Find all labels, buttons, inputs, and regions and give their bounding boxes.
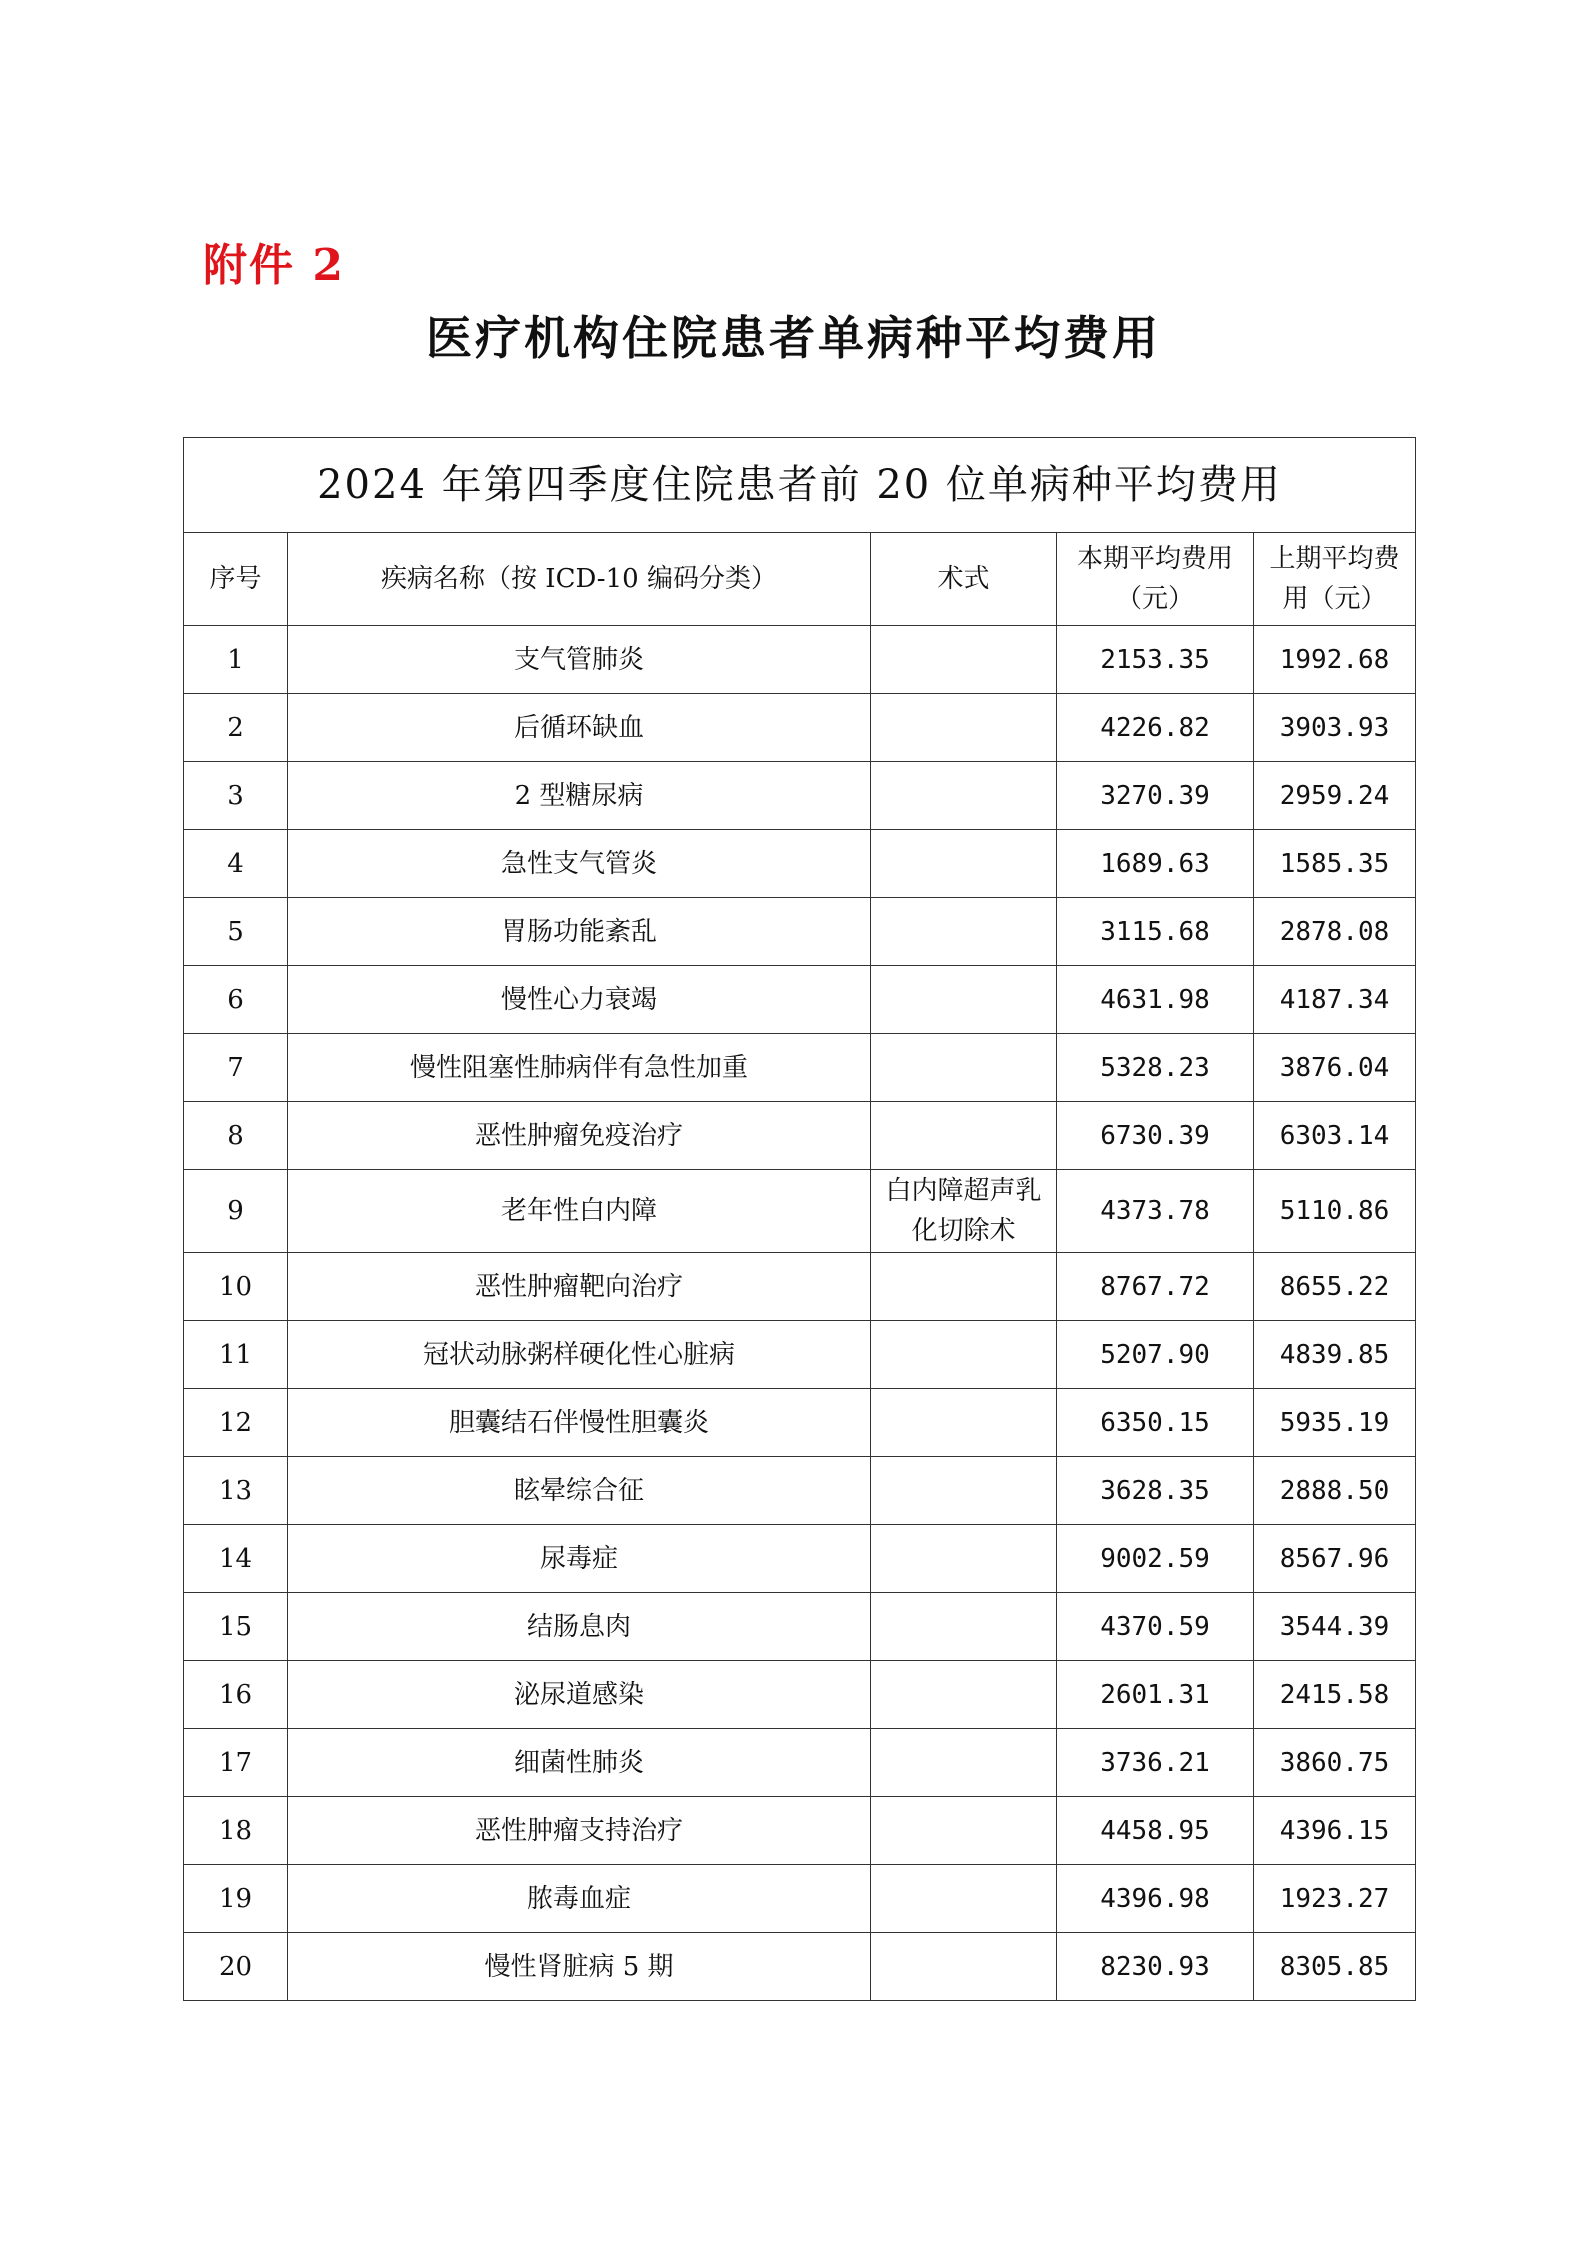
table-row xyxy=(184,762,1416,830)
cell-previous-avg: 3876.04 xyxy=(1254,1034,1416,1102)
cell-disease: 脓毒血症 xyxy=(288,1865,871,1933)
header-current-avg: 本期平均费用（元） xyxy=(1057,533,1254,626)
cell-seq: 17 xyxy=(184,1729,288,1797)
cell-previous-avg: 2888.50 xyxy=(1254,1457,1416,1525)
table-row xyxy=(184,1102,1416,1170)
cell-previous-avg: 1992.68 xyxy=(1254,626,1416,694)
cell-seq: 1 xyxy=(184,626,288,694)
cell-previous-avg: 6303.14 xyxy=(1254,1102,1416,1170)
cell-procedure xyxy=(871,1525,1057,1593)
cell-seq: 15 xyxy=(184,1593,288,1661)
cell-seq: 13 xyxy=(184,1457,288,1525)
cell-seq: 11 xyxy=(184,1321,288,1389)
cell-current-avg: 6350.15 xyxy=(1057,1389,1254,1457)
cell-current-avg: 4396.98 xyxy=(1057,1865,1254,1933)
header-procedure: 术式 xyxy=(871,533,1057,626)
cell-current-avg: 4458.95 xyxy=(1057,1797,1254,1865)
cell-seq: 2 xyxy=(184,694,288,762)
cell-disease: 慢性心力衰竭 xyxy=(288,966,871,1034)
document-title: 医疗机构住院患者单病种平均费用 xyxy=(426,311,1161,365)
cost-table xyxy=(183,437,1416,2001)
table-row xyxy=(184,694,1416,762)
cell-previous-avg: 8567.96 xyxy=(1254,1525,1416,1593)
cell-previous-avg: 3860.75 xyxy=(1254,1729,1416,1797)
cell-previous-avg: 1585.35 xyxy=(1254,830,1416,898)
cell-procedure xyxy=(871,1102,1057,1170)
cell-procedure xyxy=(871,1933,1057,2001)
cell-procedure xyxy=(871,1253,1057,1321)
table-row xyxy=(184,1170,1416,1253)
cell-current-avg: 4373.78 xyxy=(1057,1170,1254,1253)
cell-current-avg: 6730.39 xyxy=(1057,1102,1254,1170)
table-row xyxy=(184,1865,1416,1933)
cell-procedure: 白内障超声乳化切除术 xyxy=(871,1170,1057,1253)
table-row xyxy=(184,1797,1416,1865)
cell-procedure xyxy=(871,762,1057,830)
cell-procedure xyxy=(871,1593,1057,1661)
cell-seq: 18 xyxy=(184,1797,288,1865)
cell-previous-avg: 4396.15 xyxy=(1254,1797,1416,1865)
cell-current-avg: 4631.98 xyxy=(1057,966,1254,1034)
cell-seq: 9 xyxy=(184,1170,288,1253)
cell-procedure xyxy=(871,1034,1057,1102)
cell-previous-avg: 4187.34 xyxy=(1254,966,1416,1034)
cell-disease: 慢性肾脏病 5 期 xyxy=(288,1933,871,2001)
cell-previous-avg: 4839.85 xyxy=(1254,1321,1416,1389)
header-seq: 序号 xyxy=(184,533,288,626)
cell-previous-avg: 2959.24 xyxy=(1254,762,1416,830)
cell-procedure xyxy=(871,1321,1057,1389)
cell-procedure xyxy=(871,1457,1057,1525)
cell-disease: 后循环缺血 xyxy=(288,694,871,762)
cell-current-avg: 3736.21 xyxy=(1057,1729,1254,1797)
cell-current-avg: 5328.23 xyxy=(1057,1034,1254,1102)
cell-current-avg: 2601.31 xyxy=(1057,1661,1254,1729)
cell-current-avg: 5207.90 xyxy=(1057,1321,1254,1389)
cell-current-avg: 8767.72 xyxy=(1057,1253,1254,1321)
cell-disease: 细菌性肺炎 xyxy=(288,1729,871,1797)
cell-disease: 胆囊结石伴慢性胆囊炎 xyxy=(288,1389,871,1457)
cell-procedure xyxy=(871,1797,1057,1865)
cell-previous-avg: 3544.39 xyxy=(1254,1593,1416,1661)
table-row xyxy=(184,1389,1416,1457)
cell-previous-avg: 1923.27 xyxy=(1254,1865,1416,1933)
cell-previous-avg: 8305.85 xyxy=(1254,1933,1416,2001)
table-row xyxy=(184,830,1416,898)
cell-procedure xyxy=(871,1865,1057,1933)
cell-current-avg: 4370.59 xyxy=(1057,1593,1254,1661)
cell-previous-avg: 5935.19 xyxy=(1254,1389,1416,1457)
table-row xyxy=(184,1933,1416,2001)
cell-disease: 眩晕综合征 xyxy=(288,1457,871,1525)
table-row xyxy=(184,1321,1416,1389)
cell-disease: 慢性阻塞性肺病伴有急性加重 xyxy=(288,1034,871,1102)
cell-seq: 10 xyxy=(184,1253,288,1321)
cell-disease: 老年性白内障 xyxy=(288,1170,871,1253)
table-row xyxy=(184,626,1416,694)
header-disease: 疾病名称（按 ICD-10 编码分类） xyxy=(288,533,871,626)
cell-disease: 结肠息肉 xyxy=(288,1593,871,1661)
table-caption-row xyxy=(184,438,1416,533)
cell-seq: 7 xyxy=(184,1034,288,1102)
cell-disease: 恶性肿瘤靶向治疗 xyxy=(288,1253,871,1321)
table-body xyxy=(184,626,1416,2001)
cell-current-avg: 3270.39 xyxy=(1057,762,1254,830)
cell-disease: 泌尿道感染 xyxy=(288,1661,871,1729)
table-row xyxy=(184,1525,1416,1593)
cell-seq: 6 xyxy=(184,966,288,1034)
cell-current-avg: 8230.93 xyxy=(1057,1933,1254,2001)
cell-disease: 恶性肿瘤支持治疗 xyxy=(288,1797,871,1865)
cell-disease: 恶性肿瘤免疫治疗 xyxy=(288,1102,871,1170)
cell-procedure xyxy=(871,694,1057,762)
table-header-row xyxy=(184,533,1416,626)
attachment-label: 附件 2 xyxy=(203,240,345,291)
cell-procedure xyxy=(871,1389,1057,1457)
table-row xyxy=(184,1457,1416,1525)
table-row xyxy=(184,1034,1416,1102)
cell-disease: 胃肠功能紊乱 xyxy=(288,898,871,966)
cell-procedure xyxy=(871,898,1057,966)
cell-disease: 尿毒症 xyxy=(288,1525,871,1593)
cell-procedure xyxy=(871,1729,1057,1797)
cell-procedure xyxy=(871,830,1057,898)
cell-previous-avg: 2878.08 xyxy=(1254,898,1416,966)
table-row xyxy=(184,1593,1416,1661)
cell-disease: 支气管肺炎 xyxy=(288,626,871,694)
table-caption: 2024 年第四季度住院患者前 20 位单病种平均费用 xyxy=(184,438,1416,533)
cell-previous-avg: 2415.58 xyxy=(1254,1661,1416,1729)
cell-procedure xyxy=(871,1661,1057,1729)
table-row xyxy=(184,1729,1416,1797)
cell-previous-avg: 3903.93 xyxy=(1254,694,1416,762)
cell-current-avg: 4226.82 xyxy=(1057,694,1254,762)
cell-seq: 5 xyxy=(184,898,288,966)
cell-seq: 19 xyxy=(184,1865,288,1933)
cell-seq: 16 xyxy=(184,1661,288,1729)
cell-procedure xyxy=(871,626,1057,694)
table-row xyxy=(184,1253,1416,1321)
cell-current-avg: 2153.35 xyxy=(1057,626,1254,694)
cell-current-avg: 3628.35 xyxy=(1057,1457,1254,1525)
cell-previous-avg: 5110.86 xyxy=(1254,1170,1416,1253)
header-previous-avg: 上期平均费用（元） xyxy=(1254,533,1416,626)
cell-procedure xyxy=(871,966,1057,1034)
cell-previous-avg: 8655.22 xyxy=(1254,1253,1416,1321)
cell-seq: 3 xyxy=(184,762,288,830)
cell-seq: 4 xyxy=(184,830,288,898)
cell-current-avg: 3115.68 xyxy=(1057,898,1254,966)
table-row xyxy=(184,898,1416,966)
cell-seq: 20 xyxy=(184,1933,288,2001)
cell-disease: 急性支气管炎 xyxy=(288,830,871,898)
cell-seq: 8 xyxy=(184,1102,288,1170)
cell-current-avg: 9002.59 xyxy=(1057,1525,1254,1593)
cell-current-avg: 1689.63 xyxy=(1057,830,1254,898)
table-row xyxy=(184,1661,1416,1729)
cell-disease: 2 型糖尿病 xyxy=(288,762,871,830)
cell-disease: 冠状动脉粥样硬化性心脏病 xyxy=(288,1321,871,1389)
cell-seq: 14 xyxy=(184,1525,288,1593)
table-row xyxy=(184,966,1416,1034)
cell-seq: 12 xyxy=(184,1389,288,1457)
